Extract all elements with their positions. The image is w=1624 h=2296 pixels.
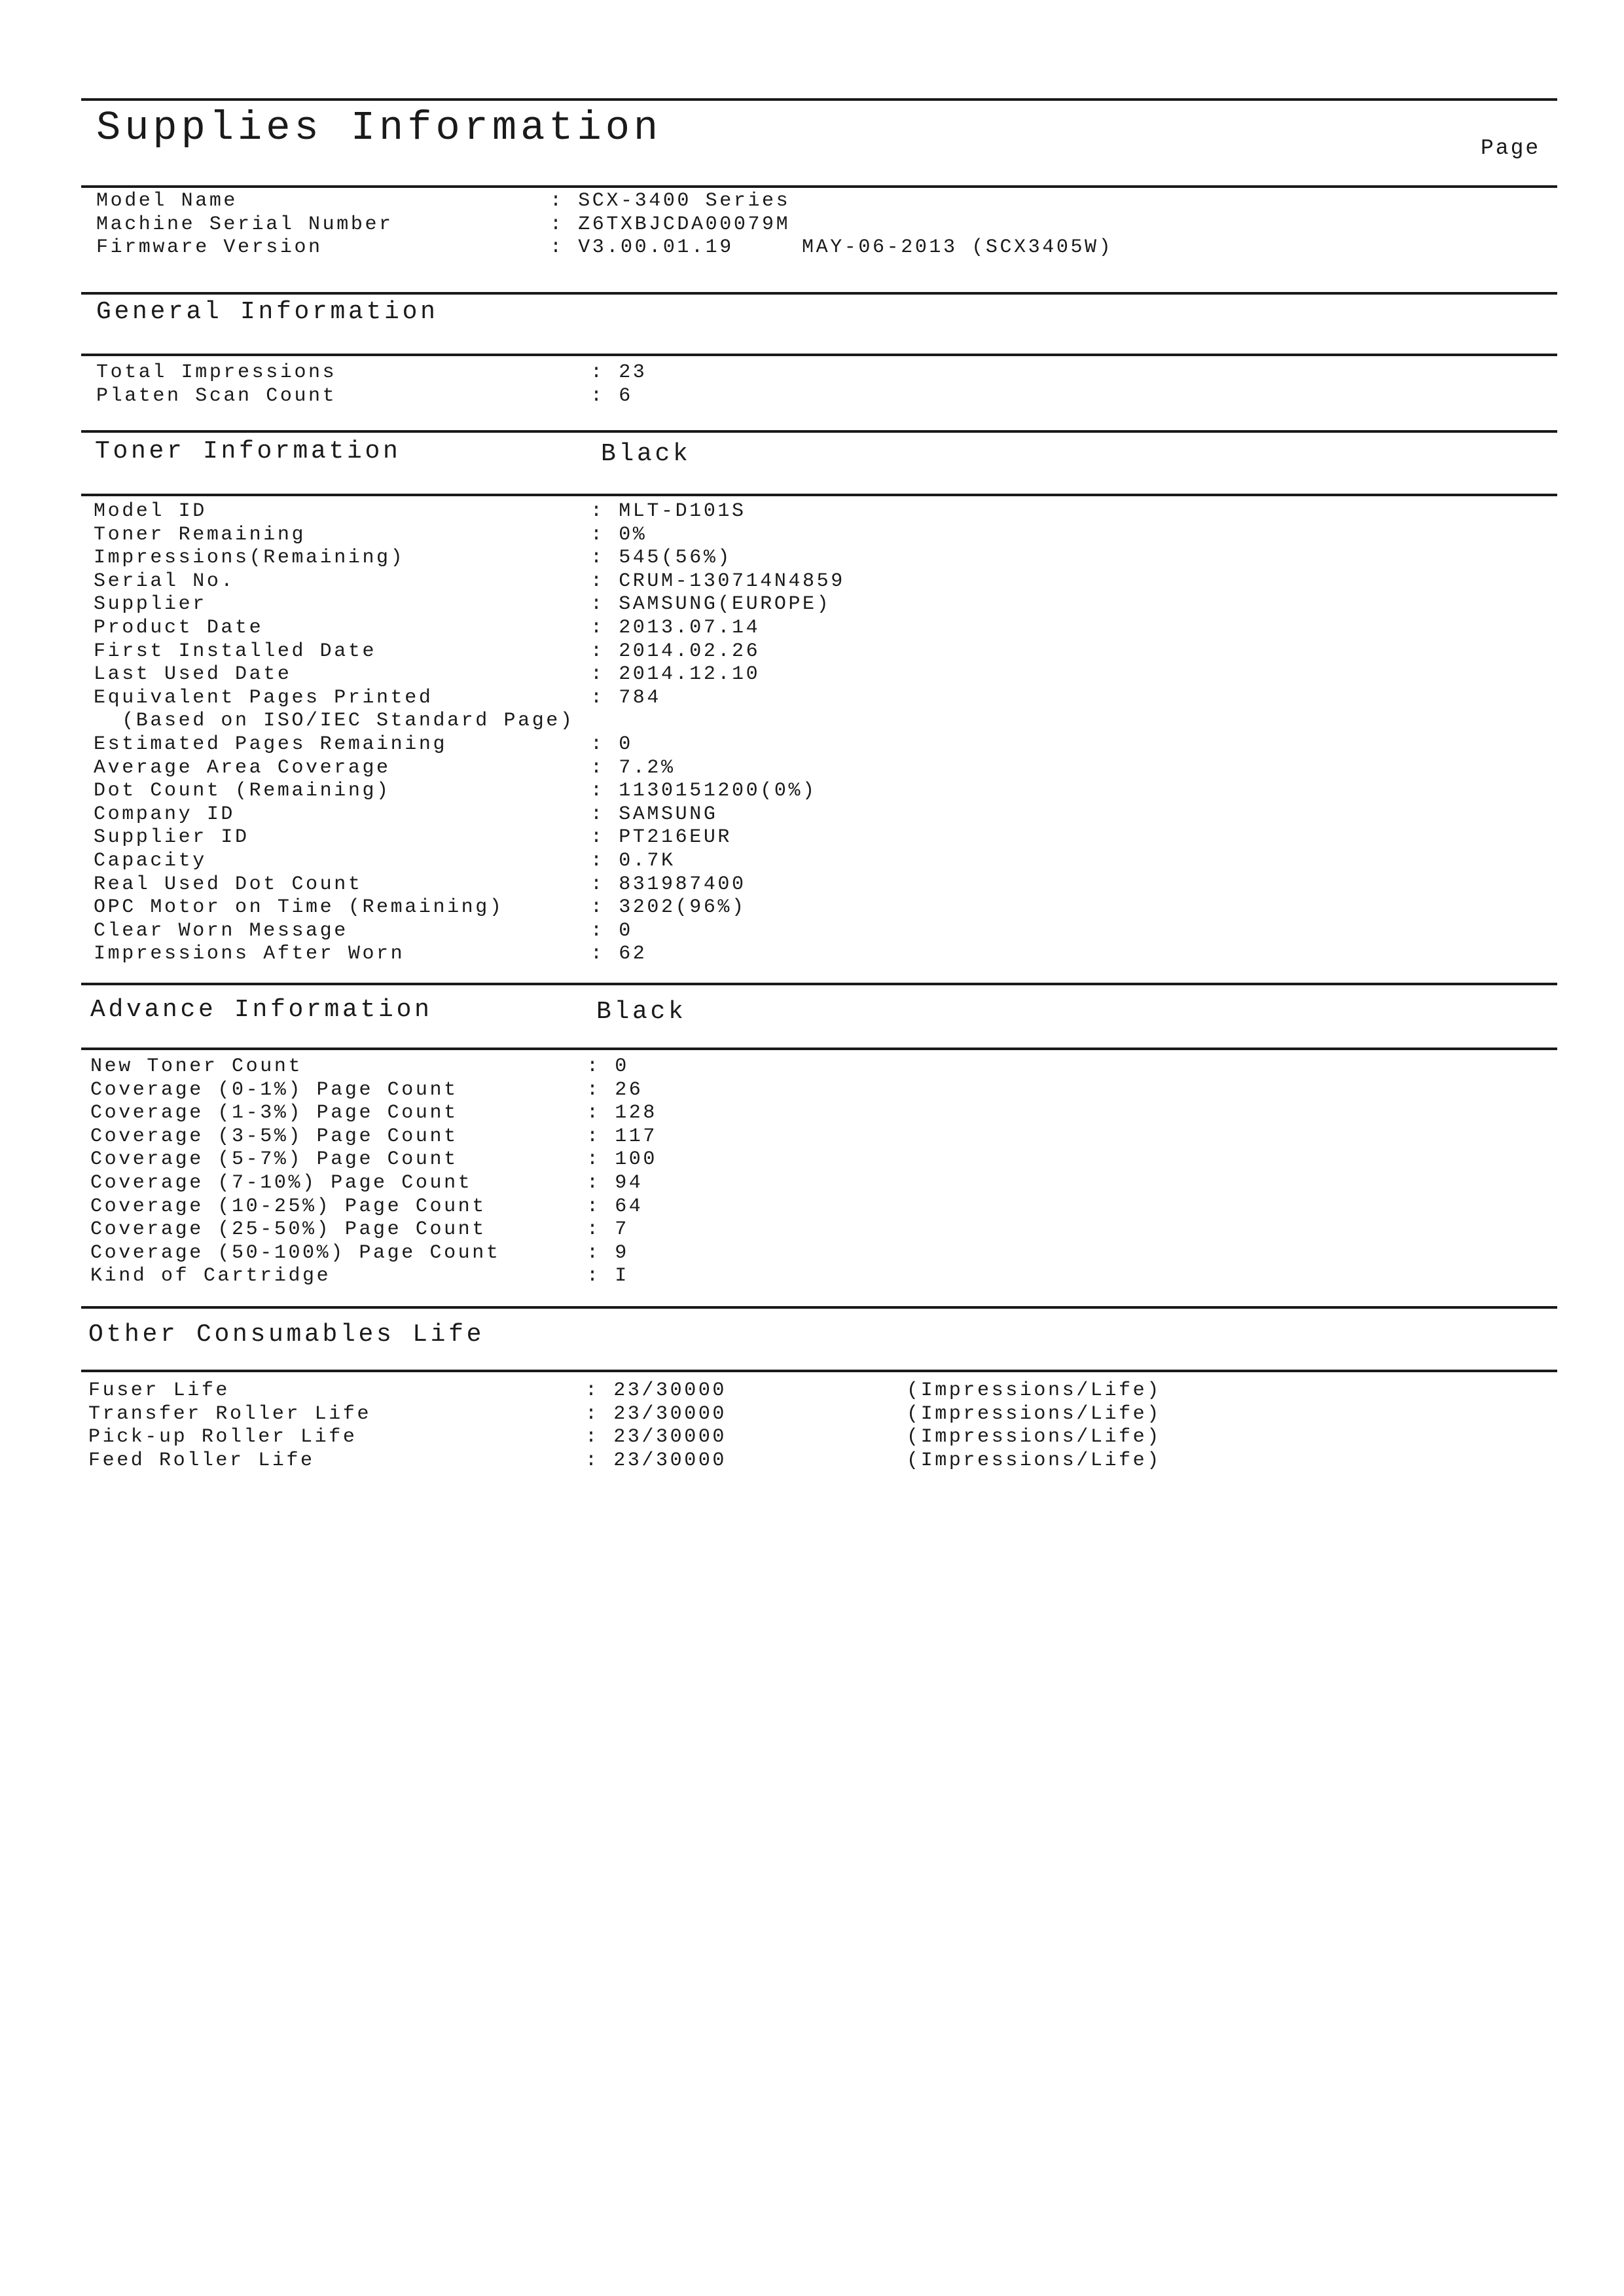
row-value: : 23/30000	[585, 1449, 727, 1472]
info-row	[0, 524, 1624, 547]
row-value: : CRUM-130714N4859	[590, 570, 845, 592]
row-label: Capacity	[94, 850, 207, 872]
info-row	[0, 663, 1624, 687]
divider	[81, 1306, 1557, 1309]
info-row	[0, 920, 1624, 943]
row-label: Pick-up Roller Life	[88, 1426, 357, 1449]
row-label: Dot Count (Remaining)	[94, 780, 391, 803]
row-label: Average Area Coverage	[94, 756, 391, 779]
row-value: : 100	[586, 1148, 658, 1171]
row-value: : MLT-D101S	[590, 500, 746, 522]
row-value: : 94	[586, 1172, 643, 1194]
info-row	[0, 1079, 1624, 1102]
info-row	[0, 710, 1624, 733]
toner-information-heading: Toner Information	[95, 437, 401, 465]
row-label: (Based on ISO/IEC Standard Page)	[94, 710, 575, 733]
row-label: OPC Motor on Time (Remaining)	[94, 896, 504, 919]
divider	[81, 1048, 1557, 1050]
info-row	[0, 1242, 1624, 1266]
row-value: : 545(56%)	[590, 547, 732, 570]
toner-color: Black	[601, 440, 691, 468]
row-value: : I	[586, 1265, 629, 1288]
divider	[81, 354, 1557, 356]
info-row	[0, 1379, 1624, 1403]
page-label: Page	[1481, 136, 1541, 160]
info-row	[0, 640, 1624, 664]
info-row	[0, 1055, 1624, 1079]
row-label: Platen Scan Count	[96, 384, 337, 407]
row-label: Real Used Dot Count	[94, 873, 363, 896]
row-value: : 7.2%	[590, 756, 676, 779]
info-row	[0, 593, 1624, 617]
row-label: Estimated Pages Remaining	[94, 733, 448, 756]
info-row	[0, 1172, 1624, 1195]
info-row	[0, 617, 1624, 640]
row-label: Impressions(Remaining)	[94, 547, 405, 570]
info-row	[0, 850, 1624, 873]
row-label: Total Impressions	[96, 361, 337, 384]
row-label: New Toner Count	[90, 1055, 303, 1078]
info-row	[0, 385, 1624, 409]
row-label: Machine Serial Number	[96, 213, 393, 236]
row-extra: (Impressions/Life)	[907, 1426, 1161, 1449]
row-label: Equivalent Pages Printed	[94, 686, 433, 709]
divider	[81, 1370, 1557, 1372]
info-row	[0, 1218, 1624, 1242]
info-row	[0, 803, 1624, 827]
row-value: : 117	[586, 1125, 658, 1148]
row-value: : 0	[590, 733, 633, 756]
row-label: Coverage (10-25%) Page Count	[90, 1195, 486, 1218]
row-value: : 128	[586, 1102, 658, 1125]
row-label: Coverage (3-5%) Page Count	[90, 1125, 458, 1148]
other-consumables-heading: Other Consumables Life	[88, 1321, 485, 1349]
info-row	[0, 757, 1624, 780]
divider	[81, 430, 1557, 433]
advance-color: Black	[596, 998, 687, 1026]
info-row	[0, 1148, 1624, 1172]
row-value: : 62	[590, 943, 647, 966]
row-value: : 1130151200(0%)	[590, 780, 817, 803]
info-row	[0, 1265, 1624, 1288]
info-row	[0, 1449, 1624, 1473]
divider	[81, 185, 1557, 188]
row-label: Serial No.	[94, 570, 236, 592]
row-value: : 3202(96%)	[590, 896, 746, 919]
row-label: Feed Roller Life	[88, 1449, 315, 1472]
info-row	[0, 733, 1624, 757]
info-row	[0, 1426, 1624, 1449]
row-value: : 7	[586, 1218, 629, 1241]
info-row	[0, 1125, 1624, 1149]
general-information-heading: General Information	[96, 298, 439, 326]
row-extra: (Impressions/Life)	[907, 1379, 1161, 1402]
row-label: Coverage (5-7%) Page Count	[90, 1148, 458, 1171]
row-label: Coverage (25-50%) Page Count	[90, 1218, 486, 1241]
info-row	[0, 1102, 1624, 1125]
row-label: Coverage (1-3%) Page Count	[90, 1102, 458, 1125]
row-value: : SAMSUNG(EUROPE)	[590, 593, 831, 616]
row-value: : SCX-3400 Series	[550, 190, 791, 212]
row-label: Toner Remaining	[94, 523, 306, 546]
divider	[81, 98, 1557, 101]
info-row	[0, 547, 1624, 570]
row-label: Transfer Roller Life	[88, 1402, 372, 1425]
row-label: Company ID	[94, 803, 236, 826]
info-row	[0, 943, 1624, 966]
row-value: : 23/30000	[585, 1402, 727, 1425]
row-value: : 0	[590, 919, 633, 942]
info-row	[0, 1403, 1624, 1427]
row-label: Product Date	[94, 617, 264, 639]
row-value: : 0.7K	[590, 850, 676, 872]
row-label: Model Name	[96, 190, 238, 212]
row-label: Coverage (50-100%) Page Count	[90, 1241, 501, 1264]
info-row	[0, 236, 1624, 260]
info-row	[0, 361, 1624, 385]
row-extra: (Impressions/Life)	[907, 1402, 1161, 1425]
info-row	[0, 780, 1624, 803]
row-label: Coverage (0-1%) Page Count	[90, 1078, 458, 1101]
row-value: : 0	[586, 1055, 629, 1078]
row-label: Supplier	[94, 593, 207, 616]
row-extra: (Impressions/Life)	[907, 1449, 1161, 1472]
row-label: Kind of Cartridge	[90, 1265, 331, 1288]
advance-information-heading: Advance Information	[90, 996, 433, 1024]
row-value: : V3.00.01.19	[550, 236, 734, 259]
page-title: Supplies Information	[96, 105, 662, 151]
info-row	[0, 190, 1624, 213]
row-label: Clear Worn Message	[94, 919, 348, 942]
divider	[81, 983, 1557, 985]
info-row	[0, 873, 1624, 897]
info-row	[0, 213, 1624, 237]
row-label: Model ID	[94, 500, 207, 522]
info-row	[0, 896, 1624, 920]
row-value: : 9	[586, 1241, 629, 1264]
row-label: Supplier ID	[94, 826, 249, 849]
row-value: : 23/30000	[585, 1379, 727, 1402]
row-value: : 23/30000	[585, 1426, 727, 1449]
divider	[81, 494, 1557, 496]
info-row	[0, 500, 1624, 524]
row-value: : 2013.07.14	[590, 617, 761, 639]
row-value: : 64	[586, 1195, 643, 1218]
row-value: : 831987400	[590, 873, 746, 896]
row-label: Fuser Life	[88, 1379, 230, 1402]
info-row	[0, 570, 1624, 594]
row-value: : 2014.12.10	[590, 663, 761, 686]
row-value: : 26	[586, 1078, 643, 1101]
row-label: Firmware Version	[96, 236, 323, 259]
row-label: First Installed Date	[94, 640, 377, 663]
info-row	[0, 1195, 1624, 1219]
row-value: : SAMSUNG	[590, 803, 718, 826]
row-value: : 2014.02.26	[590, 640, 761, 663]
info-row	[0, 687, 1624, 710]
row-value: : 23	[590, 361, 647, 384]
row-label: Last Used Date	[94, 663, 292, 686]
row-value: : Z6TXBJCDA00079M	[550, 213, 791, 236]
info-row	[0, 826, 1624, 850]
row-value: : PT216EUR	[590, 826, 732, 849]
row-value: : 6	[590, 384, 633, 407]
row-label: Coverage (7-10%) Page Count	[90, 1172, 473, 1194]
row-value: : 784	[590, 686, 662, 709]
row-extra: MAY-06-2013 (SCX3405W)	[802, 236, 1113, 259]
divider	[81, 292, 1557, 295]
row-value: : 0%	[590, 523, 647, 546]
row-label: Impressions After Worn	[94, 943, 405, 966]
